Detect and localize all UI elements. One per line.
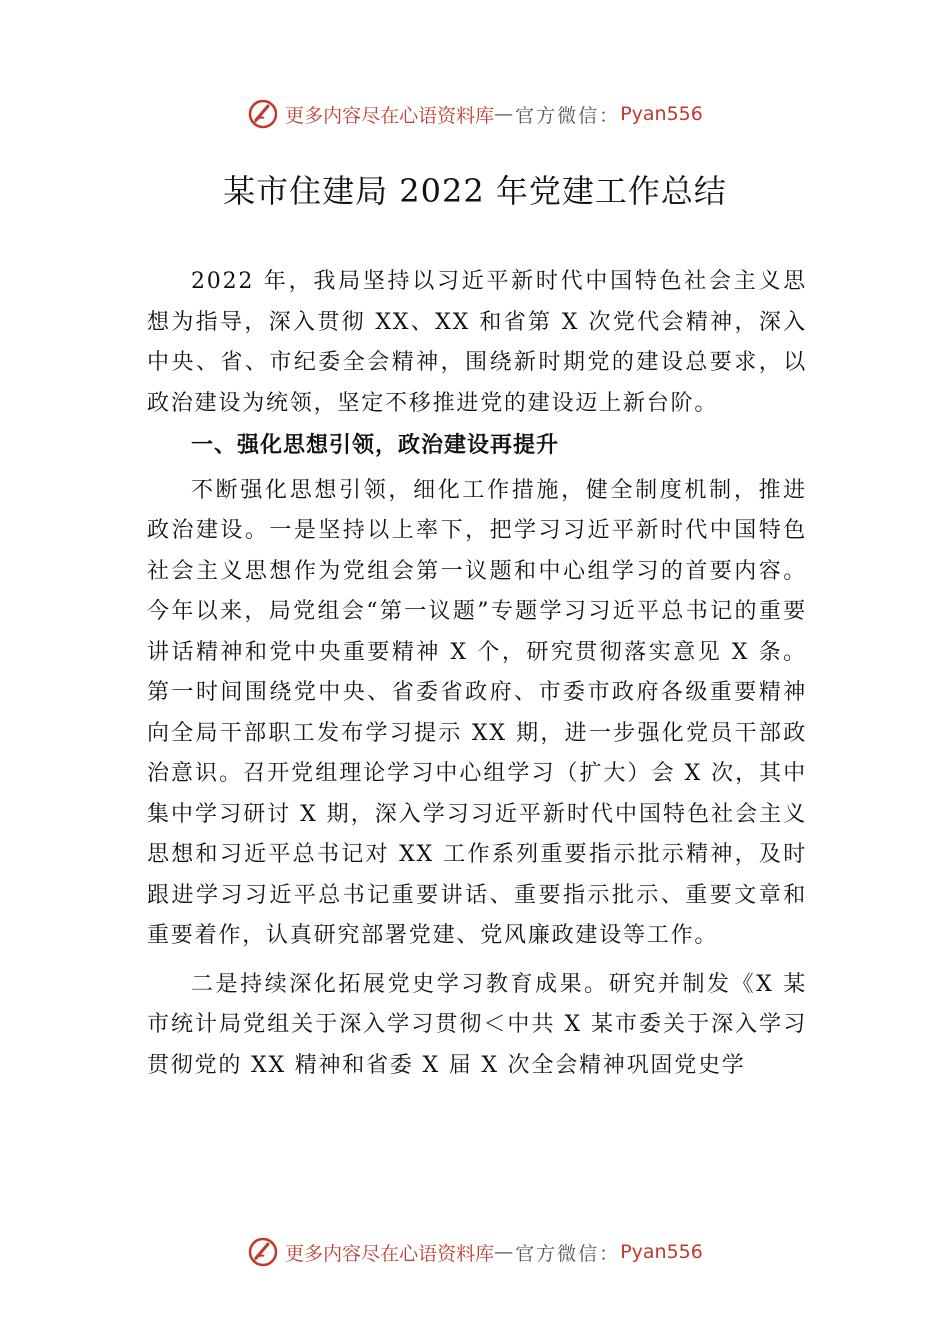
banner-official-label: 官方微信： bbox=[515, 104, 621, 127]
banner-wechat-id: Pyan556 bbox=[620, 103, 703, 125]
banner-brand-text: 更多内容尽在心语资料库 bbox=[285, 104, 495, 127]
banner-wechat-id: Pyan556 bbox=[620, 1241, 703, 1263]
section-heading: 一、强化思想引领，政治建设再提升 bbox=[191, 433, 560, 458]
footer-watermark-banner bbox=[0, 1230, 950, 1274]
brush-logo-icon bbox=[247, 98, 279, 130]
body-paragraph: 不断强化思想引领，细化工作措施，健全制度机制，推进政治建设。一是坚持以上率下，把学习习近平新时代中国特色社会主义思想作为党组会第一议题和中心组学习的首要内容。今年以来，局党组会“第一议题”专题学习习近平总书记的重要讲话精神和党中央重要精神 X 个，研究贯彻落实意见 X 条。第一时间围绕党中央、省委省政府、市委市政府各级重要精神向全局干部职工发布学习提示 XX 期，进一步强化党员干部政治意识。召开党组理论学习中心组学习（扩大）会 X 次，其中集中学习研讨 X 期，深入学习习近平新时代中国特色社会主义思想和习近平总书记对 XX 工作系列重要指示批示精神，及时跟进学习习近平总书记重要讲话、重要指示批示、重要文章和重要着作，认真研究部署党建、党风廉政建设等工作。 bbox=[147, 477, 807, 948]
brush-logo-icon bbox=[247, 1236, 279, 1268]
banner-separator: — bbox=[494, 103, 516, 125]
document-body bbox=[147, 262, 807, 1086]
body-paragraph: 二是持续深化拓展党史学习教育成果。研究并制发《X 某市统计局党组关于深入学习贯彻＜中共 X 某市委关于深入学习贯彻党的 XX 精神和省委 X 届 X 次全会精神巩固党史学 bbox=[147, 971, 807, 1078]
header-watermark-banner bbox=[0, 92, 950, 136]
banner-official-label: 官方微信： bbox=[515, 1242, 621, 1265]
banner-brand-text: 更多内容尽在心语资料库 bbox=[285, 1242, 495, 1265]
document-title: 某市住建局 2022 年党建工作总结 bbox=[223, 172, 727, 210]
banner-separator: — bbox=[494, 1241, 516, 1263]
intro-paragraph: 2022 年，我局坚持以习近平新时代中国特色社会主义思想为指导，深入贯彻 XX、XX 和省第 X 次党代会精神，深入中央、省、市纪委全会精神，围绕新时期党的建设总要求，以政治建设为统领，坚定不移推进党的建设迈上新台阶。 bbox=[147, 269, 807, 416]
